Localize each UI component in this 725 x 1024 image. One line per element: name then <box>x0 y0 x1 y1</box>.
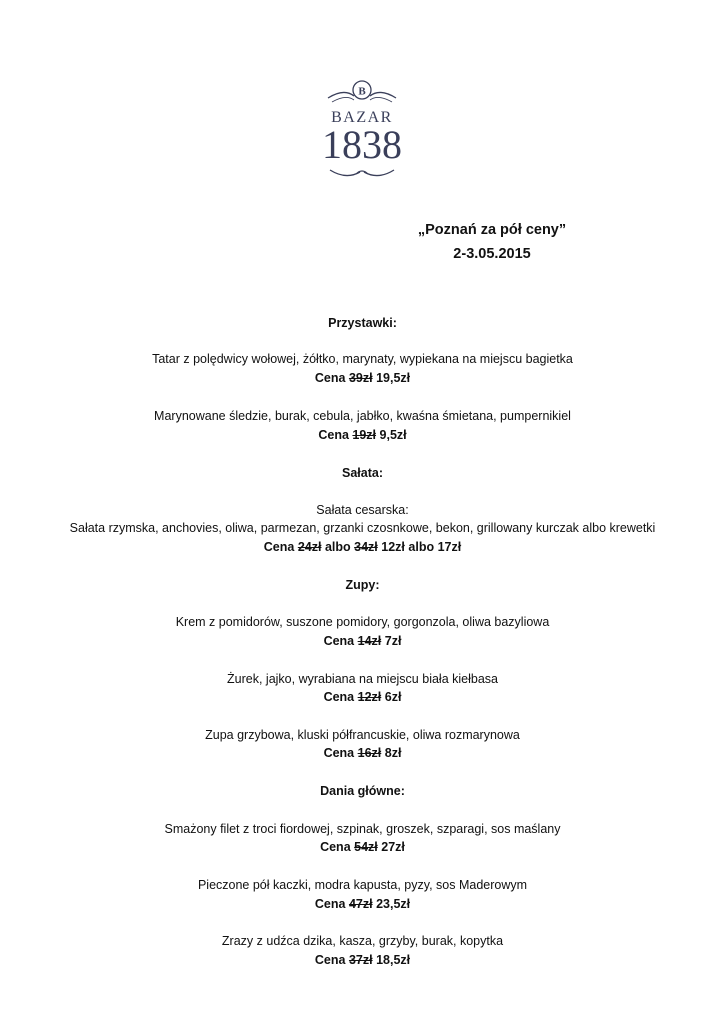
dish-price: Cena 37zł 18,5zł <box>314 953 411 967</box>
section-heading-dania-glowne: Dania główne: <box>320 784 405 798</box>
section-heading-przystawki: Przystawki: <box>328 316 397 330</box>
dish-description: Tatar z polędwicy wołowej, żółtko, marynaty, wypiekana na miejscu bagietka <box>152 352 573 366</box>
dish-price: Cena 54zł 27zł <box>320 840 405 854</box>
dish-description: Zupa grzybowa, kluski półfrancuskie, oliwa rozmarynowa <box>205 728 520 742</box>
old-price: 19zł <box>352 428 377 442</box>
new-price: 17zł <box>437 540 462 554</box>
event-date: 2-3.05.2015 <box>453 246 531 262</box>
event-header <box>412 218 572 266</box>
dish-price: Cena 12zł 6zł <box>323 690 402 704</box>
event-title: „Poznań za pół ceny” <box>417 222 567 238</box>
old-price: 14zł <box>357 634 382 648</box>
old-price: 16zł <box>357 746 382 760</box>
old-price: 34zł <box>354 540 378 554</box>
new-price: 6zł <box>384 690 402 704</box>
dish-description: Pieczone pół kaczki, modra kapusta, pyzy, sos Maderowym <box>197 878 528 892</box>
dish-price: Cena 47zł 23,5zł <box>314 897 411 911</box>
new-price: 19,5zł <box>376 371 411 385</box>
old-price: 47zł <box>348 897 373 911</box>
old-price: 39zł <box>348 371 373 385</box>
new-price: 27zł <box>381 840 405 854</box>
dish-description: Sałata rzymska, anchovies, oliwa, parmezan, grzanki czosnkowe, bekon, grillowany kurczak albo krewetki <box>69 521 656 535</box>
dish-price: Cena 24zł albo 34zł 12zł albo 17zł <box>263 540 462 554</box>
new-price: 23,5zł <box>376 897 411 911</box>
dish-description: Smażony filet z troci fiordowej, szpinak, groszek, szparagi, sos maślany <box>164 822 561 836</box>
section-heading-salata: Sałata: <box>342 466 383 480</box>
new-price: 9,5zł <box>379 428 407 442</box>
logo-name: BAZAR <box>331 109 393 126</box>
dish-description: Żurek, jajko, wyrabiana na miejscu biała kiełbasa <box>227 672 498 686</box>
old-price: 37zł <box>348 953 373 967</box>
dish-price: Cena 39zł 19,5zł <box>314 371 411 385</box>
section-heading-zupy: Zupy: <box>345 578 380 592</box>
new-price: 8zł <box>384 746 402 760</box>
old-price: 24zł <box>297 540 322 554</box>
old-price: 12zł <box>357 690 382 704</box>
logo-year: 1838 <box>322 122 402 167</box>
dish-name: Sałata cesarska: <box>316 503 409 517</box>
new-price: 7zł <box>384 634 402 648</box>
dish-price: Cena 16zł 8zł <box>323 746 402 760</box>
logo-graphic <box>310 74 414 184</box>
bazar-1838-logo <box>310 74 414 184</box>
dish-price: Cena 14zł 7zł <box>323 634 402 648</box>
dish-description: Marynowane śledzie, burak, cebula, jabłko, kwaśna śmietana, pumpernikiel <box>154 409 571 423</box>
dish-description: Zrazy z udźca dzika, kasza, grzyby, burak, kopytka <box>221 934 504 948</box>
new-price: 18,5zł <box>376 953 411 967</box>
dish-description: Krem z pomidorów, suszone pomidory, gorgonzola, oliwa bazyliowa <box>175 615 550 629</box>
emblem-letter: B <box>358 85 366 98</box>
dish-price: Cena 19zł 9,5zł <box>318 428 407 442</box>
new-price: 12zł <box>381 540 405 554</box>
old-price: 54zł <box>354 840 378 854</box>
